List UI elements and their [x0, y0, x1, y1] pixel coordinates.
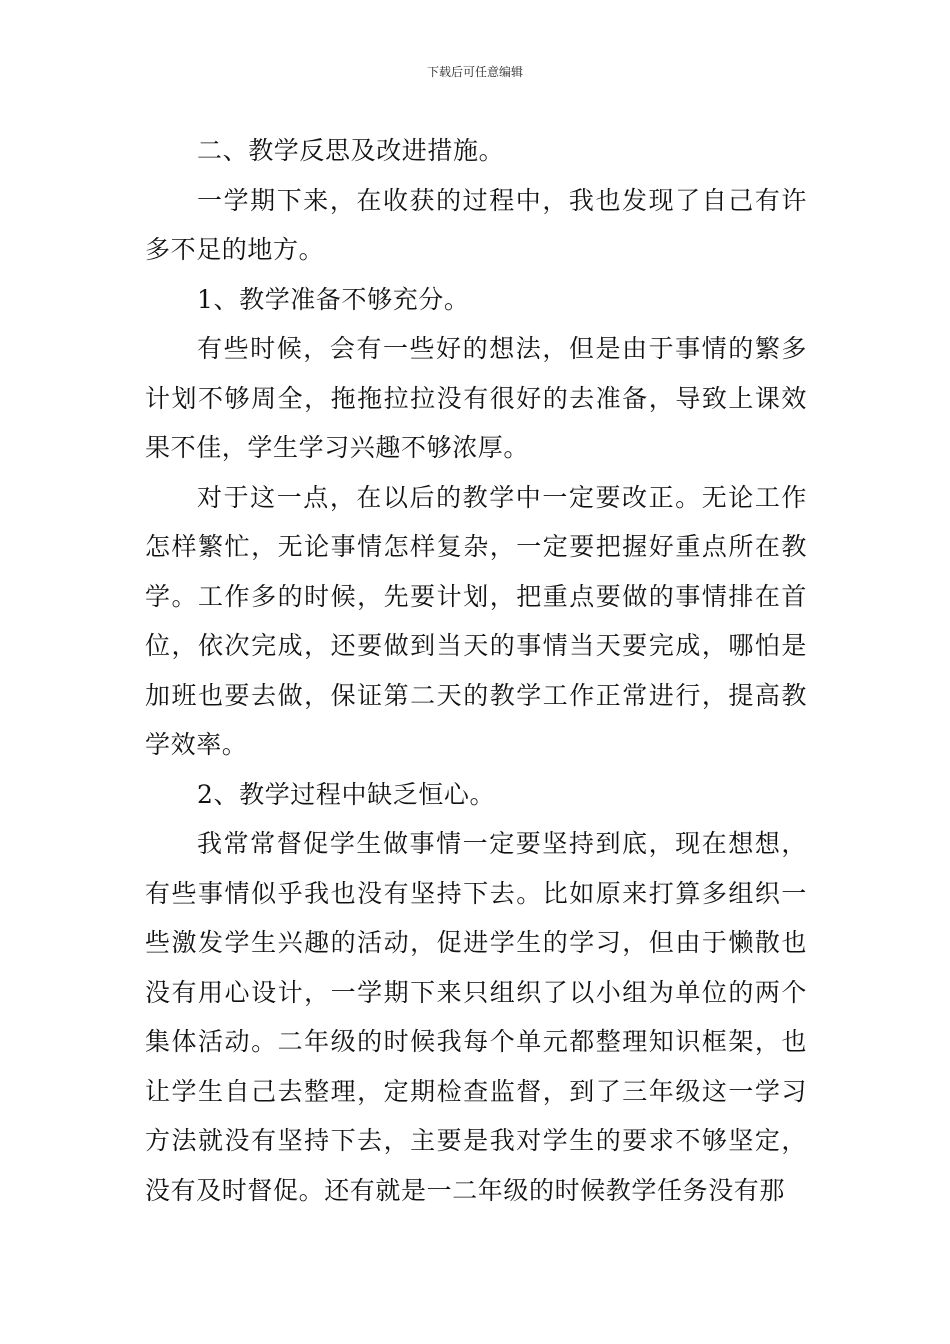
- section-heading: 二、教学反思及改进措施。: [197, 136, 505, 165]
- paragraph: 我常常督促学生做事情一定要坚持到底，现在想想，有些事情似乎我也没有坚持下去。比如原来打算多组织一些激发学生兴趣的活动，促进学生的学习，但由于懒散也没有用心设计，一学期下来只组织了以小组为单位的两个集体活动。二年级的时候我每个单元都整理知识框架，也让学生自己去整理，定期检查监督，到了三年级这一学习方法就没有坚持下去，主要是我对学生的要求不够坚定，没有及时督促。还有就是一二年级的时候教学任务没有那: [145, 829, 807, 1205]
- paragraph: 对于这一点，在以后的教学中一定要改正。无论工作怎样繁忙，无论事情怎样复杂，一定要把握好重点所在教学。工作多的时候，先要计划，把重点要做的事情排在首位，依次完成，还要做到当天的事情当天要完成，哪怕是加班也要去做，保证第二天的教学工作正常进行，提高教学效率。: [145, 482, 807, 759]
- paragraph: 有些时候，会有一些好的想法，但是由于事情的繁多计划不够周全，拖拖拉拉没有很好的去准备，导致上课效果不佳，学生学习兴趣不够浓厚。: [145, 334, 807, 462]
- subheading: 2、教学过程中缺乏恒心。: [197, 779, 496, 809]
- subheading: 1、教学准备不够充分。: [197, 284, 470, 314]
- document-body: [145, 126, 807, 1215]
- page-header: 下载后可任意编辑: [426, 65, 523, 79]
- paragraph: 一学期下来，在收获的过程中，我也发现了自己有许多不足的地方。: [145, 185, 807, 264]
